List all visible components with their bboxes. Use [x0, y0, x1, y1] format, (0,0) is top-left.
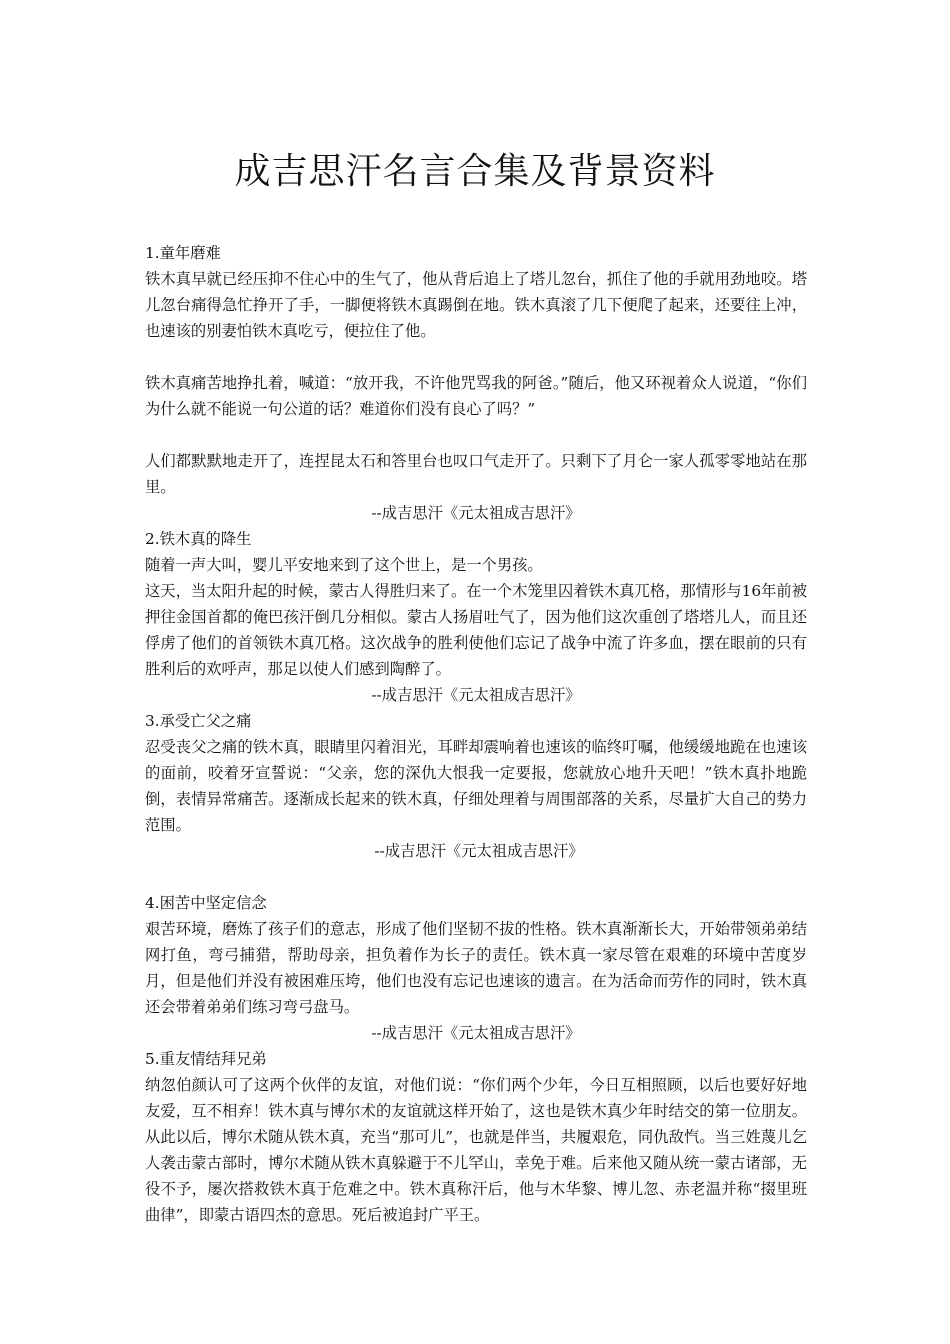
- document-title: 成吉思汗名言合集及背景资料: [234, 151, 716, 192]
- section-5: [145, 1046, 807, 1228]
- section-1: [145, 240, 807, 526]
- paragraph: 铁木真早就已经压抑不住心中的生气了，他从背后追上了塔儿忽台，抓住了他的手就用劲地咬。塔儿忽台痛得急忙挣开了手，一脚便将铁木真踢倒在地。铁木真滚了几下便爬了起来，还要往上冲，也速该的别妻怕铁木真吃亏，便拉住了他。: [145, 270, 807, 340]
- source-citation: --成吉思汗《元太祖成吉思汗》: [371, 1024, 581, 1042]
- paragraph: 艰苦环境，磨炼了孩子们的意志，形成了他们坚韧不拔的性格。铁木真渐渐长大，开始带领弟弟结网打鱼，弯弓捕猎，帮助母亲，担负着作为长子的责任。铁木真一家尽管在艰难的环境中苦度岁月，但是他们并没有被困难压垮，他们也没有忘记也速该的遗言。在为活命而劳作的同时，铁木真还会带着弟弟们练习弯弓盘马。: [145, 920, 807, 1016]
- section-2: [145, 526, 807, 708]
- document-body: [145, 240, 807, 1228]
- section-heading: 3.承受亡父之痛: [145, 712, 252, 730]
- paragraph: 纳忽伯颜认可了这两个伙伴的友谊，对他们说：“你们两个少年，今日互相照顾，以后也要好好地友爱，互不相弃！铁木真与博尔术的友谊就这样开始了，这也是铁木真少年时结交的第一位朋友。从此以后，博尔术随从铁木真，充当“那可儿”，也就是伴当，共履艰危，同仇敌忾。当三姓蔑儿乞人袭击蒙古部时，博尔术随从铁木真躲避于不儿罕山，幸免于难。后来他又随从统一蒙古诸部，无役不予，屡次搭救铁木真于危难之中。铁木真称汗后，他与木华黎、博儿忽、赤老温并称“掇里班曲律”，即蒙古语四杰的意思。死后被追封广平王。: [145, 1076, 807, 1224]
- source-citation: --成吉思汗《元太祖成吉思汗》: [371, 504, 581, 522]
- section-heading: 1.童年磨难: [145, 244, 221, 262]
- paragraph: 随着一声大叫，婴儿平安地来到了这个世上，是一个男孩。: [145, 556, 543, 574]
- section-heading: 4.困苦中坚定信念: [145, 894, 267, 912]
- source-citation: --成吉思汗《元太祖成吉思汗》: [374, 842, 584, 860]
- section-3: [145, 708, 807, 890]
- paragraph: 这天，当太阳升起的时候，蒙古人得胜归来了。在一个木笼里囚着铁木真兀格，那情形与16年前被押往金国首都的俺巴孩汗倒几分相似。蒙古人扬眉吐气了，因为他们这次重创了塔塔儿人，而且还俘虏了他们的首领铁木真兀格。这次战争的胜利使他们忘记了战争中流了许多血，摆在眼前的只有胜利后的欢呼声，那足以使人们感到陶醉了。: [145, 582, 807, 678]
- section-heading: 2.铁木真的降生: [145, 530, 252, 548]
- section-heading: 5.重友情结拜兄弟: [145, 1050, 267, 1068]
- paragraph: 铁木真痛苦地挣扎着，喊道：“放开我，不许他咒骂我的阿爸。”随后，他又环视着众人说道，“你们为什么就不能说一句公道的话？难道你们没有良心了吗？”: [145, 374, 807, 418]
- paragraph: 忍受丧父之痛的铁木真，眼睛里闪着泪光，耳畔却震响着也速该的临终叮嘱，他缓缓地跪在也速该的面前，咬着牙宣誓说：“父亲，您的深仇大恨我一定要报，您就放心地升天吧！”铁木真扑地跪倒，表情异常痛苦。逐渐成长起来的铁木真，仔细处理着与周围部落的关系，尽量扩大自己的势力范围。: [145, 738, 807, 834]
- section-4: [145, 890, 807, 1046]
- paragraph: 人们都默默地走开了，连捏昆太石和答里台也叹口气走开了。只剩下了月仑一家人孤零零地站在那里。: [145, 452, 807, 496]
- source-citation: --成吉思汗《元太祖成吉思汗》: [371, 686, 581, 704]
